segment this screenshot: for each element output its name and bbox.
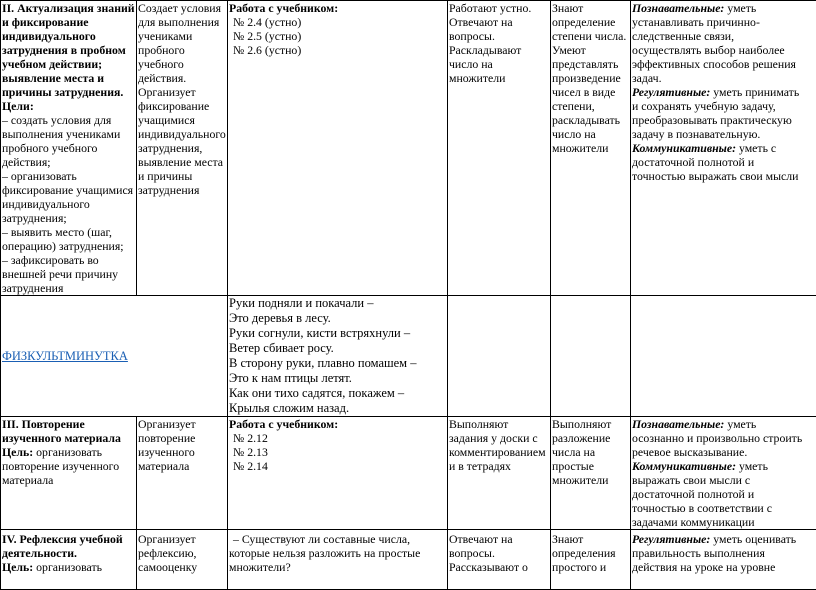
stage-row-review [1,417,816,530]
student-activity-cell: Отвечают на вопросы. Рассказывают о [448,530,551,590]
goals-label: Цели: [2,99,135,113]
student-activity-cell: Выполняют задания у доски с комментированием и в тетрадях [448,417,551,530]
results-cell: Выполняют разложение числа на простые множители [551,417,631,530]
results-cell: Знают определения простого и [551,530,631,590]
stage-title: II. Актуализация знаний и фиксирование индивидуального затруднения в пробном учебном действии; выявление места и причины затруднения. Цели: [2,1,135,113]
teacher-activity-cell: Организует рефлексию, самооценку [137,530,228,590]
uud-label: Регулятивные: [632,532,710,546]
content-cell: Работа с учебником: № 2.12 № 2.13 № 2.14 [228,417,448,530]
goals-label: Цель: [2,560,33,574]
content-cell: – Существуют ли составные числа, которые нельзя разложить на простые множители? [228,530,448,590]
goals-label: Цель: [2,445,33,459]
results-cell: Знают определение степени числа. Умеют представлять произведение чисел в виде степени, раскладывать число на множители [551,1,631,296]
student-activity-cell: Работают устно. Отвечают на вопросы. Раскладывают число на множители [448,1,551,296]
stage-goals: – создать условия для выполнения учениками пробного учебного действия; – организовать фиксирование учащимися индивидуального затруднения; – выявить место (шаг, операцию) затруднения; – зафиксировать во внешней речи причину затруднения [2,113,135,295]
empty-cell [631,296,816,417]
physical-break-link-cell [1,296,228,417]
uud-label: Коммуникативные: [632,141,736,155]
teacher-activity-cell: Организует повторение изученного материала [137,417,228,530]
content-title: Работа с учебником: [229,417,446,431]
uud-label: Регулятивные: [632,85,710,99]
uud-cell: Регулятивные: уметь оценивать правильность выполнения действия на уроке на уровне [631,530,816,590]
empty-cell [551,296,631,417]
stage-cell: III. Повторение изученного материала Цель: организовать повторение изученного материала [1,417,137,530]
uud-cell: Познавательные: уметь осознанно и произвольно строить речевое высказывание. Коммуникативные: уметь выражать свои мысли с достаточной полнотой и точностью в соответствии с задачами коммуникации [631,417,816,530]
uud-cell: Познавательные: уметь устанавливать причинно- следственные связи, осуществлять выбор наиболее эффективных способов решения задач. Регулятивные: уметь принимать и сохранять учебную задачу, преобразовывать практическую задачу в познавательную. Коммуникативные: уметь с достаточной полнотой и точностью выражать свои мысли [631,1,816,296]
uud-label: Познавательные: [632,417,724,431]
stage-row-reflection [1,530,816,590]
physical-break-row [1,296,816,417]
stage-cell [1,1,137,296]
teacher-activity-cell: Создает условия для выполнения учениками пробного учебного действия. Организует фиксирование учащимися индивидуального затруднения, выявление места и причины затруднения [137,1,228,296]
empty-cell [448,296,551,417]
stage-cell: IV. Рефлексия учебной деятельности. Цель: организовать [1,530,137,590]
uud-label: Коммуникативные: [632,459,736,473]
content-cell: Работа с учебником: № 2.4 (устно) № 2.5 (устно) № 2.6 (устно) [228,1,448,296]
poem-cell: Руки подняли и покачали – Это деревья в лесу. Руки согнули, кисти встряхнули – Ветер сбивает росу. В сторону руки, плавно помашем – Это к нам птицы летят. Как они тихо садятся, покажем – Крылья сложим назад. [228,296,448,417]
physical-break-link[interactable]: ФИЗКУЛЬТМИНУТКА [2,349,128,363]
stage-row-actualization [1,1,816,296]
content-title: Работа с учебником: [229,1,446,15]
uud-label: Познавательные: [632,1,724,15]
